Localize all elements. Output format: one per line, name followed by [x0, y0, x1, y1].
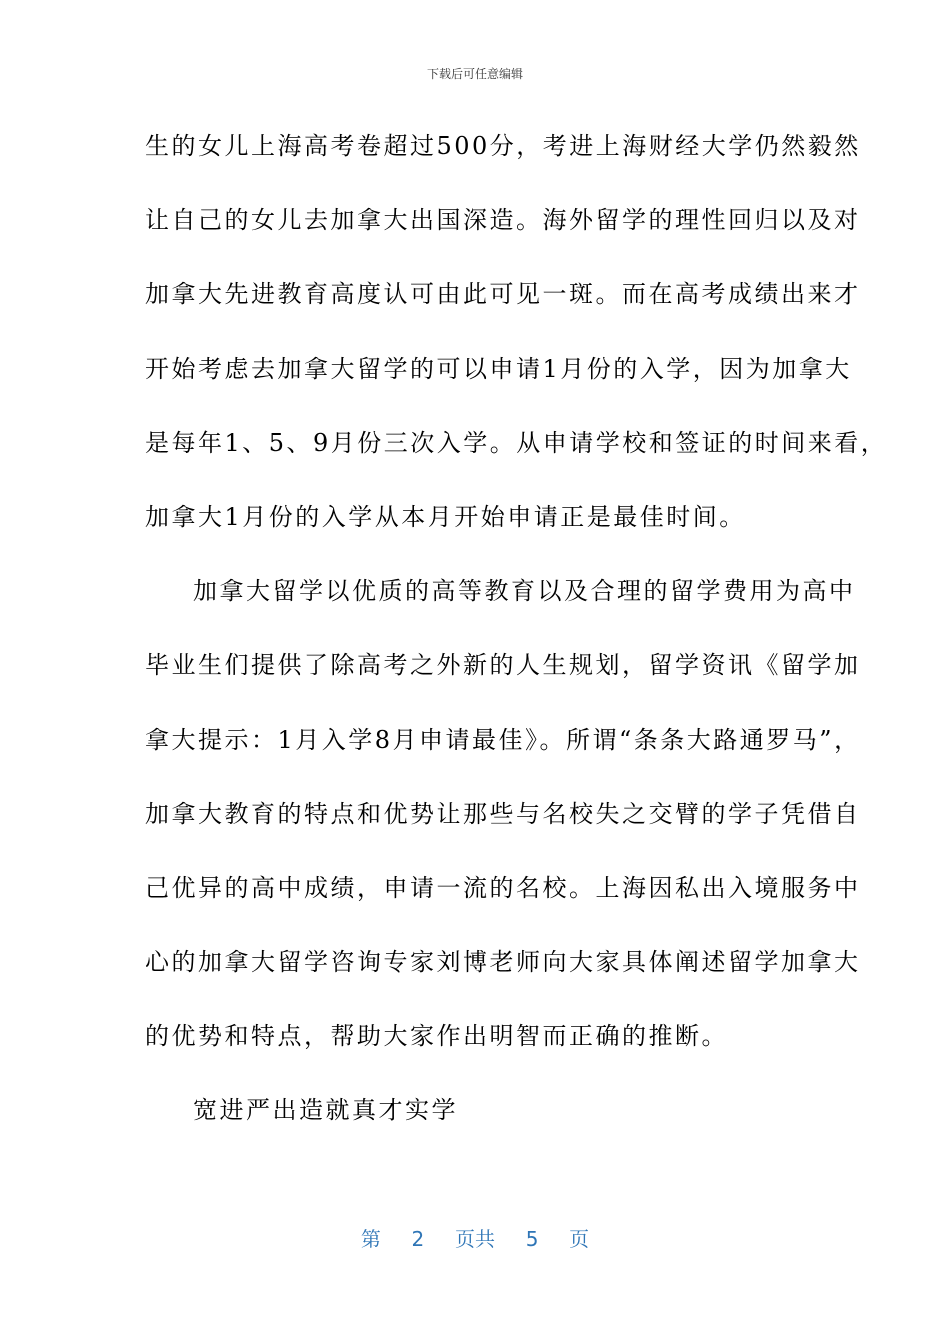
text-line: 加拿大教育的特点和优势让那些与名校失之交臂的学子凭借自: [145, 799, 861, 828]
page-label-suffix: 页: [569, 1227, 590, 1251]
text-line: 是每年1、5、9月份三次入学。从申请学校和签证的时间来看，: [145, 428, 888, 457]
document-body: [145, 121, 888, 1160]
text-line: 心的加拿大留学咨询专家刘博老师向大家具体阐述留学加拿大: [145, 948, 861, 977]
page-label-prefix: 第: [360, 1227, 381, 1251]
text-line: 生的女儿上海高考卷超过500分，考进上海财经大学仍然毅然: [145, 132, 861, 160]
text-line: 毕业生们提供了除高考之外新的人生规划，留学资讯《留学加: [145, 651, 861, 680]
text-line: 开始考虑去加拿大留学的可以申请1月份的入学，因为加拿大: [145, 354, 852, 383]
text-line: 拿大提示：1月入学8月申请最佳》。所谓“条条大路通罗马”，: [145, 725, 861, 754]
text-line: 加拿大先进教育高度认可由此可见一斑。而在高考成绩出来才: [145, 280, 861, 309]
text-line: 的优势和特点，帮助大家作出明智而正确的推断。: [145, 1022, 728, 1051]
total-pages-number: 5: [525, 1227, 539, 1251]
text-line: 己优异的高中成绩，申请一流的名校。上海因私出入境服务中: [145, 873, 861, 902]
text-line: 加拿大1月份的入学从本月开始申请正是最佳时间。: [145, 502, 746, 531]
text-line: 让自己的女儿去加拿大出国深造。海外留学的理性回归以及对: [145, 206, 861, 235]
page-header: 下载后可任意编辑: [426, 67, 523, 81]
section-heading: 宽进严出造就真才实学: [193, 1096, 458, 1125]
paragraph-start-line: 加拿大留学以优质的高等教育以及合理的留学费用为高中: [193, 577, 856, 606]
current-page-number: 2: [411, 1227, 425, 1251]
page-number-footer: [0, 1225, 950, 1253]
page-label-middle: 页共: [455, 1227, 495, 1251]
